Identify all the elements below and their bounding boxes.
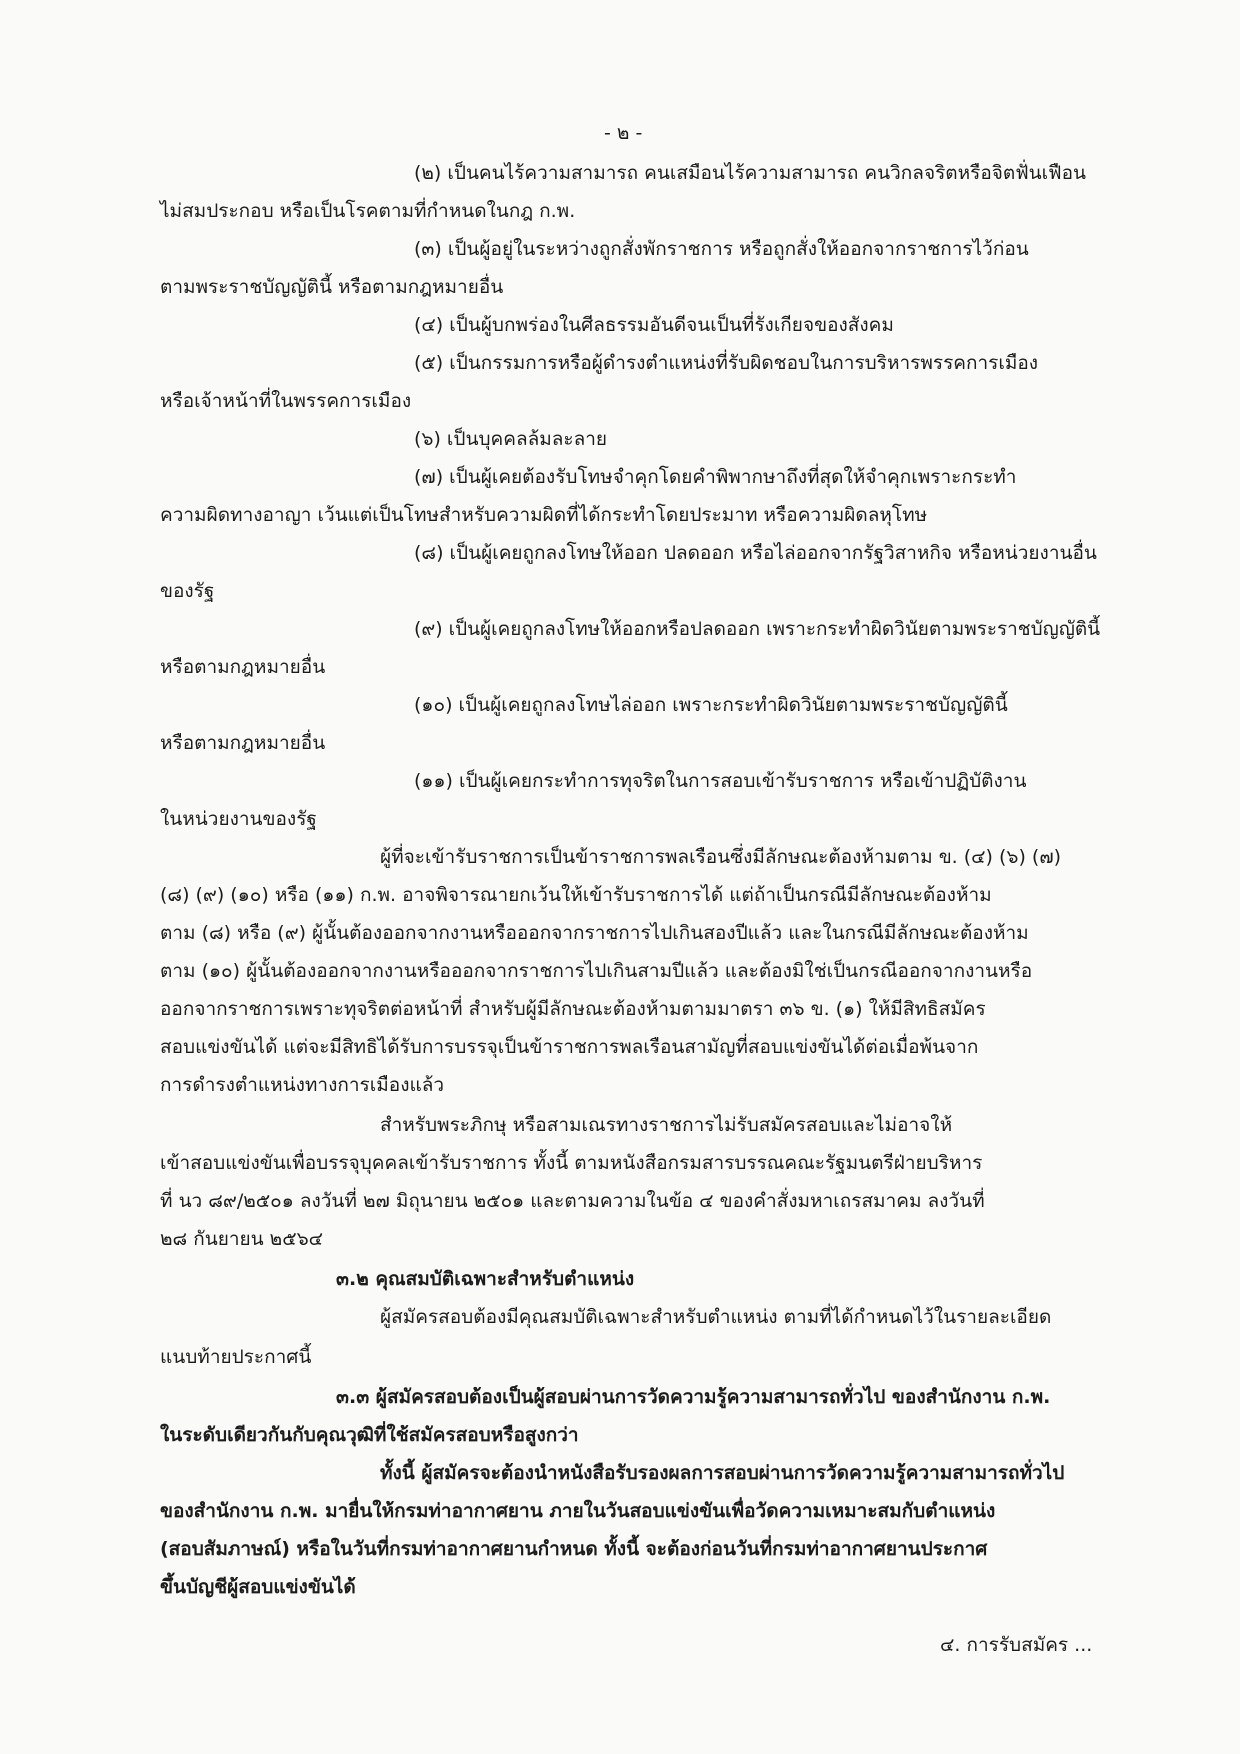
text-line: ไม่สมประกอบ หรือเป็นโรคตามที่กำหนดในกฎ ก.พ. (160, 200, 576, 222)
text-line: เข้าสอบแข่งขันเพื่อบรรจุบุคคลเข้ารับราชการ ทั้งนี้ ตามหนังสือกรมสารบรรณคณะรัฐมนตรีฝ่ายบริหาร (160, 1152, 983, 1174)
text-line: ทั้งนี้ ผู้สมัครจะต้องนำหนังสือรับรองผลการสอบผ่านการวัดความรู้ความสามารถทั่วไป (380, 1462, 1065, 1484)
text-line: ความผิดทางอาญา เว้นแต่เป็นโทษสำหรับความผิดที่ได้กระทำโดยประมาท หรือความผิดลหุโทษ (160, 504, 928, 526)
continuation-note: ๔. การรับสมัคร ... (940, 1634, 1093, 1656)
text-line: ผู้สมัครสอบต้องมีคุณสมบัติเฉพาะสำหรับตำแหน่ง ตามที่ได้กำหนดไว้ในรายละเอียด (380, 1306, 1052, 1328)
text-line: หรือตามกฎหมายอื่น (160, 732, 326, 754)
text-line: (๑๐) เป็นผู้เคยถูกลงโทษไล่ออก เพราะกระทำผิดวินัยตามพระราชบัญญัตินี้ (414, 694, 1008, 716)
section-heading: ๓.๒ คุณสมบัติเฉพาะสำหรับตำแหน่ง (336, 1268, 635, 1290)
text-line: การดำรงตำแหน่งทางการเมืองแล้ว (160, 1074, 445, 1096)
page-number: - ๒ - (604, 122, 643, 144)
text-line: (๘) เป็นผู้เคยถูกลงโทษให้ออก ปลดออก หรือไล่ออกจากรัฐวิสาหกิจ หรือหน่วยงานอื่น (414, 542, 1097, 564)
text-line: ออกจากราชการเพราะทุจริตต่อหน้าที่ สำหรับผู้มีลักษณะต้องห้ามตามมาตรา ๓๖ ข. (๑) ให้มีสิทธิสมัคร (160, 998, 986, 1020)
text-line: สอบแข่งขันได้ แต่จะมีสิทธิได้รับการบรรจุเป็นข้าราชการพลเรือนสามัญที่สอบแข่งขันได้ต่อเมื่อพ้นจาก (160, 1036, 979, 1058)
text-line: (๙) เป็นผู้เคยถูกลงโทษให้ออกหรือปลดออก เพราะกระทำผิดวินัยตามพระราชบัญญัตินี้ (414, 618, 1101, 640)
text-line: สำหรับพระภิกษุ หรือสามเณรทางราชการไม่รับสมัครสอบและไม่อาจให้ (380, 1114, 953, 1136)
text-line: ของสำนักงาน ก.พ. มายื่นให้กรมท่าอากาศยาน ภายในวันสอบแข่งขันเพื่อวัดความเหมาะสมกับตำแหน่ง (160, 1500, 996, 1522)
text-line: แนบท้ายประกาศนี้ (160, 1346, 312, 1368)
text-line: ตาม (๘) หรือ (๙) ผู้นั้นต้องออกจากงานหรือออกจากราชการไปเกินสองปีแล้ว และในกรณีมีลักษณะต้องห้าม (160, 922, 1029, 944)
text-line: ตามพระราชบัญญัตินี้ หรือตามกฎหมายอื่น (160, 276, 504, 298)
text-line: (๒) เป็นคนไร้ความสามารถ คนเสมือนไร้ความสามารถ คนวิกลจริตหรือจิตฟั่นเฟือน (414, 162, 1087, 184)
text-line: ตาม (๑๐) ผู้นั้นต้องออกจากงานหรือออกจากราชการไปเกินสามปีแล้ว และต้องมิใช่เป็นกรณีออกจากงานหรือ (160, 960, 1033, 982)
text-line: ๒๘ กันยายน ๒๕๖๔ (160, 1228, 324, 1250)
text-line: (สอบสัมภาษณ์) หรือในวันที่กรมท่าอากาศยานกำหนด ทั้งนี้ จะต้องก่อนวันที่กรมท่าอากาศยานประกาศ (160, 1538, 988, 1560)
text-line: ขึ้นบัญชีผู้สอบแข่งขันได้ (160, 1576, 356, 1598)
text-line: (๔) เป็นผู้บกพร่องในศีลธรรมอันดีจนเป็นที่รังเกียจของสังคม (414, 314, 894, 336)
text-line: (๘) (๙) (๑๐) หรือ (๑๑) ก.พ. อาจพิจารณายกเว้นให้เข้ารับราชการได้ แต่ถ้าเป็นกรณีมีลักษณะต้องห้าม (160, 884, 992, 906)
text-line: ของรัฐ (160, 580, 215, 602)
text-line: ในหน่วยงานของรัฐ (160, 808, 317, 830)
text-line: (๕) เป็นกรรมการหรือผู้ดำรงตำแหน่งที่รับผิดชอบในการบริหารพรรคการเมือง (414, 352, 1039, 374)
text-line: (๗) เป็นผู้เคยต้องรับโทษจำคุกโดยคำพิพากษาถึงที่สุดให้จำคุกเพราะกระทำ (414, 466, 1017, 488)
text-line: หรือเจ้าหน้าที่ในพรรคการเมือง (160, 390, 412, 412)
text-line: (๓) เป็นผู้อยู่ในระหว่างถูกสั่งพักราชการ หรือถูกสั่งให้ออกจากราชการไว้ก่อน (414, 238, 1029, 260)
text-line: ในระดับเดียวกันกับคุณวุฒิที่ใช้สมัครสอบหรือสูงกว่า (160, 1424, 579, 1446)
text-line: ที่ นว ๘๙/๒๕๐๑ ลงวันที่ ๒๗ มิถุนายน ๒๕๐๑ และตามความในข้อ ๔ ของคำสั่งมหาเถรสมาคม ลงวันที่ (160, 1190, 985, 1212)
text-line: ผู้ที่จะเข้ารับราชการเป็นข้าราชการพลเรือนซึ่งมีลักษณะต้องห้ามตาม ข. (๔) (๖) (๗) (380, 846, 1062, 868)
section-heading: ๓.๓ ผู้สมัครสอบต้องเป็นผู้สอบผ่านการวัดความรู้ความสามารถทั่วไป ของสำนักงาน ก.พ. (336, 1386, 1051, 1408)
text-line: (๖) เป็นบุคคลล้มละลาย (414, 428, 608, 450)
text-line: หรือตามกฎหมายอื่น (160, 656, 326, 678)
text-line: (๑๑) เป็นผู้เคยกระทำการทุจริตในการสอบเข้ารับราชการ หรือเข้าปฏิบัติงาน (414, 770, 1027, 792)
